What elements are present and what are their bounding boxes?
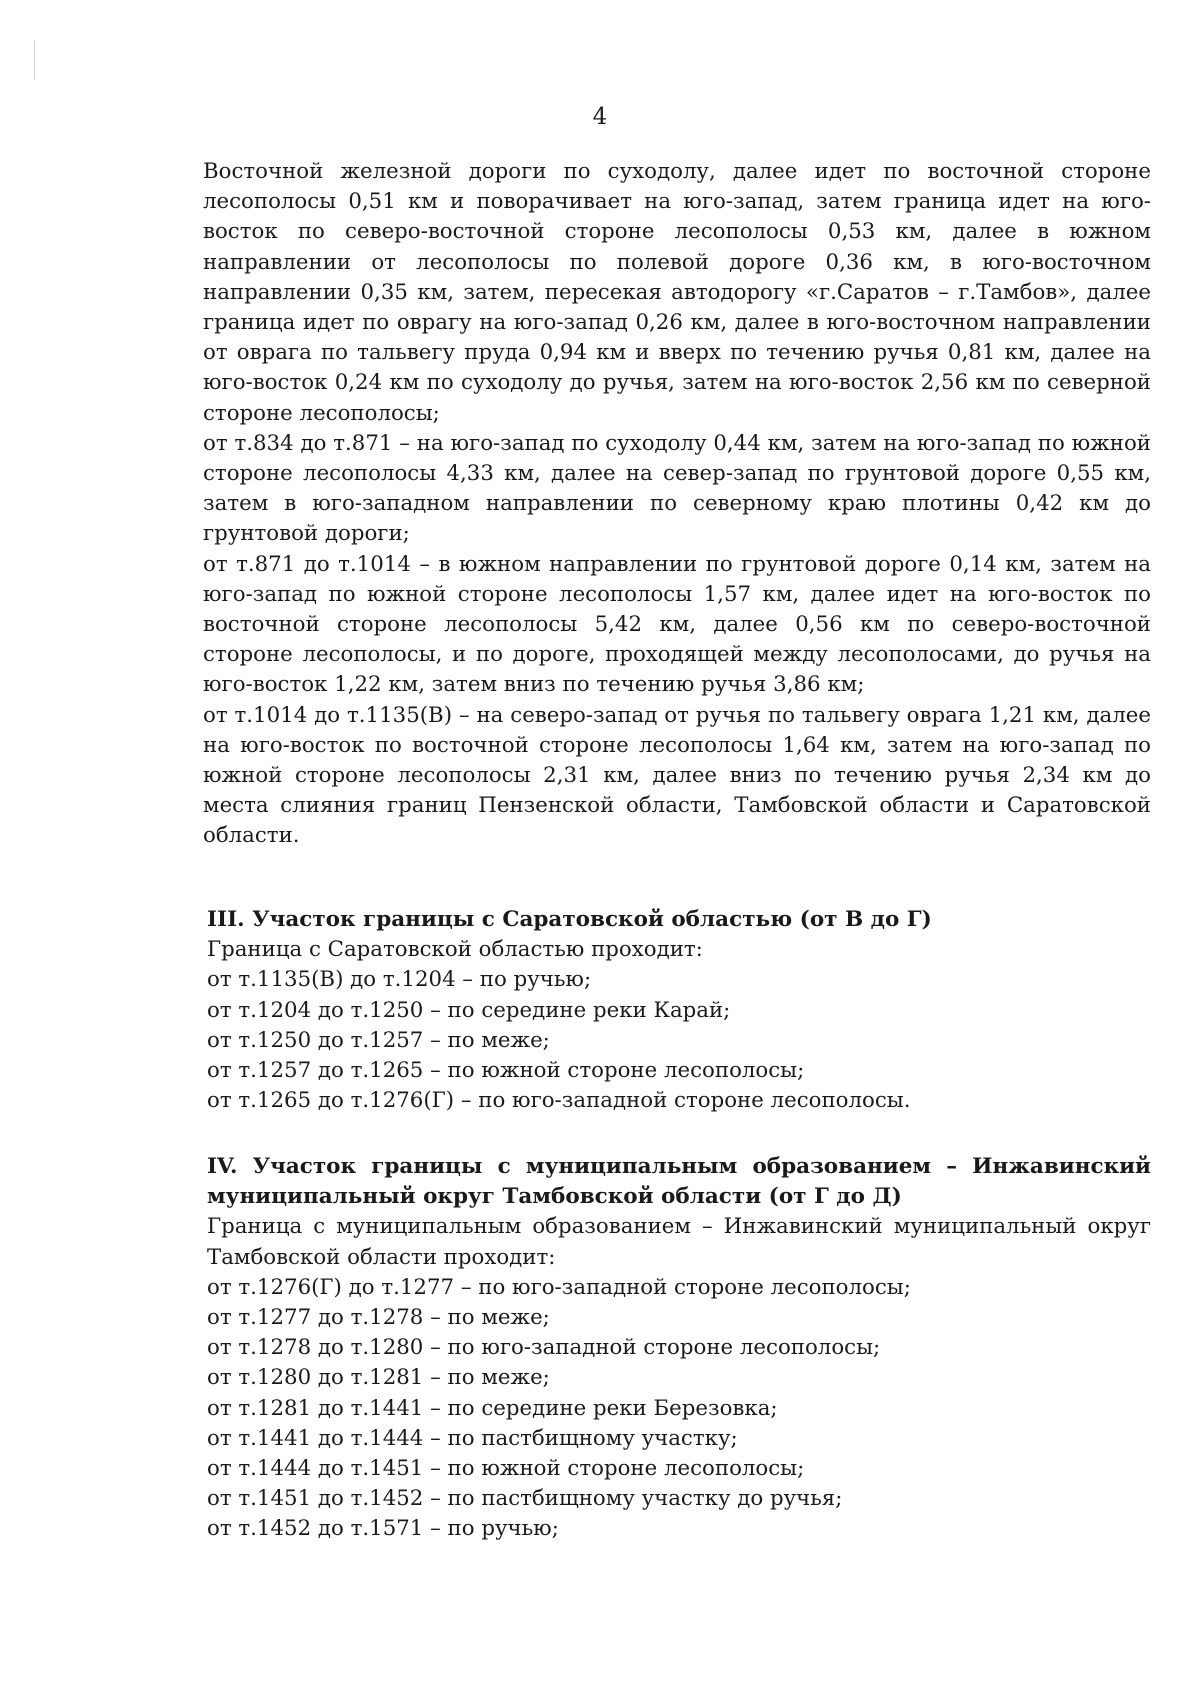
section-saratov-border [207, 905, 1151, 1116]
boundary-segment: от т.1451 до т.1452 – по пастбищному участку до ручья; [207, 1486, 843, 1512]
boundary-segment: от т.1441 до т.1444 – по пастбищному участку; [207, 1425, 738, 1451]
boundary-segment: от т.1276(Г) до т.1277 – по юго-западной стороне лесополосы; [207, 1274, 911, 1300]
boundary-segment: от т.1452 до т.1571 – по ручью; [207, 1516, 559, 1542]
section-intro: Граница с муниципальным образованием – Инжавинский муниципальный округ Тамбовской области проходит: [207, 1214, 1151, 1270]
page-number: 4 [592, 104, 608, 130]
section-heading: III. Участок границы с Саратовской областью (от В до Г) [207, 907, 932, 932]
boundary-segment: от т.1281 до т.1441 – по середине реки Березовка; [207, 1395, 778, 1421]
boundary-segment: от т.1204 до т.1250 – по середине реки Карай; [207, 997, 731, 1023]
paragraph: Восточной железной дороги по суходолу, далее идет по восточной стороне лесополосы 0,51 км и поворачивает на юго-запад, затем граница идет на юго-восток по северо-восточной стороне лесополосы 0,53 км, далее в южном направлении от лесополосы по полевой дороге 0,36 км, в юго-восточном направлении 0,35 км, затем, пересекая автодорогу «г.Саратов – г.Тамбов», далее граница идет по оврагу на юго-запад 0,26 км, далее в юго-восточном направлении от оврага по тальвегу пруда 0,94 км и вверх по течению ручья 0,81 км, далее на юго-восток 0,24 км по суходолу до ручья, затем на юго-восток 2,56 км по северной стороне лесополосы; [203, 159, 1151, 426]
paragraph: от т.834 до т.871 – на юго-запад по суходолу 0,44 км, затем на юго-запад по южной стороне лесополосы 4,33 км, далее на север-запад по грунтовой дороге 0,55 км, затем в юго-западном направлении по северному краю плотины 0,42 км до грунтовой дороги; [203, 430, 1151, 547]
boundary-segment: от т.1250 до т.1257 – по меже; [207, 1027, 550, 1053]
section-inzhavinsky-border [207, 1152, 1151, 1545]
paragraph: от т.871 до т.1014 – в южном направлении по грунтовой дороге 0,14 км, затем на юго-запад по южной стороне лесополосы 1,57 км, далее идет на юго-восток по восточной стороне лесополосы 5,42 км, далее 0,56 км по северо-восточной стороне лесополосы, и по дороге, проходящей между лесополосами, до ручья на юго-восток 1,22 км, затем вниз по течению ручья 3,86 км; [203, 551, 1151, 698]
boundary-segment: от т.1280 до т.1281 – по меже; [207, 1365, 550, 1391]
boundary-segment: от т.1135(В) до т.1204 – по ручью; [207, 967, 592, 993]
boundary-description [203, 157, 1151, 852]
boundary-segment: от т.1265 до т.1276(Г) – по юго-западной стороне лесополосы. [207, 1088, 911, 1114]
scan-edge-mark [34, 40, 35, 80]
section-intro: Граница с Саратовской областью проходит: [207, 937, 703, 963]
section-heading: IV. Участок границы с муниципальным образованием – Инжавинский муниципальный округ Тамбовской области (от Г до Д) [207, 1154, 1151, 1210]
boundary-segment: от т.1278 до т.1280 – по юго-западной стороне лесополосы; [207, 1335, 881, 1361]
boundary-segment: от т.1257 до т.1265 – по южной стороне лесополосы; [207, 1058, 805, 1084]
boundary-segment: от т.1444 до т.1451 – по южной стороне лесополосы; [207, 1456, 805, 1482]
paragraph: от т.1014 до т.1135(В) – на северо-запад от ручья по тальвегу оврага 1,21 км, далее на юго-восток по восточной стороне лесополосы 1,64 км, затем на юго-запад по южной стороне лесополосы 2,31 км, далее вниз по течению ручья 2,34 км до места слияния границ Пензенской области, Тамбовской области и Саратовской области. [203, 702, 1151, 849]
boundary-segment: от т.1277 до т.1278 – по меже; [207, 1305, 550, 1331]
